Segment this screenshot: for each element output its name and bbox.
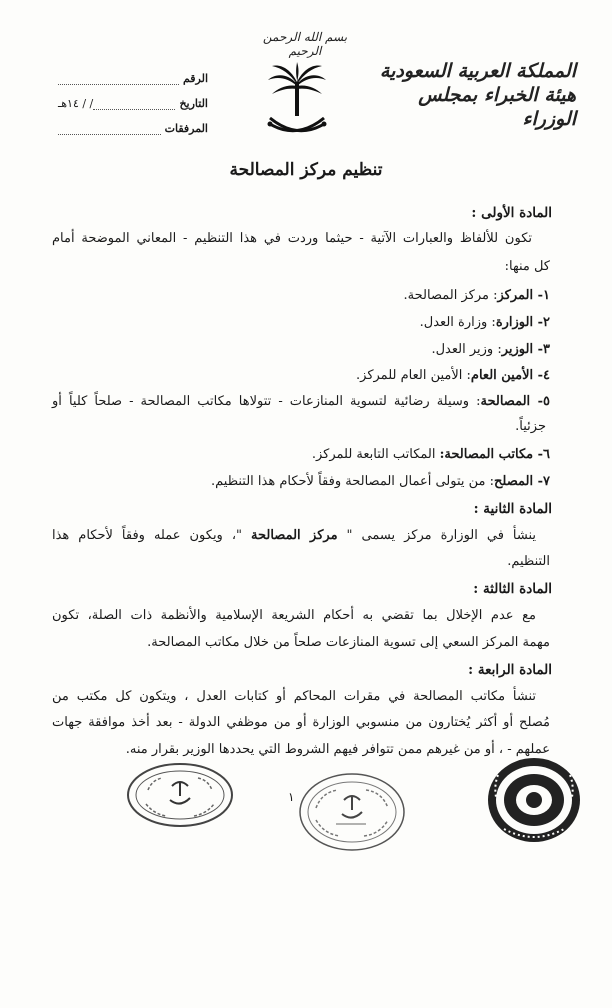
kingdom-name: المملكة العربية السعودية — [379, 60, 576, 82]
article-1-intro-line-1: تكون للألفاظ والعبارات الآتية - حيثما وردت في هذا التنظيم - المعاني الموضحة أمام — [52, 231, 532, 246]
page-number: ١ — [288, 790, 295, 804]
definition-3-term: ٣- الوزير — [501, 342, 550, 357]
date-label: التاريخ — [179, 97, 208, 110]
article-3-line-2: مهمة المركز السعي إلى تسوية المنازعات صلحاً من خلال مكاتب المصالحة. — [147, 635, 550, 650]
attachments-line — [58, 122, 161, 135]
saudi-emblem-icon — [262, 62, 332, 146]
definition-5-continued: جزئياً. — [515, 419, 546, 434]
definition-7-term: ٧- المصلح — [494, 474, 550, 489]
definition-1 — [404, 287, 550, 305]
article-4-line-1: تنشأ مكاتب المصالحة في مقرات المحاكم أو كتابات العدل ، ويتكون كل مكتب من — [52, 689, 536, 704]
article-4-line-3: عملهم - ، أو من غيرهم ممن تتوافر فيهم الشروط التي يحددها الوزير بقرار منه. — [125, 742, 550, 757]
definition-5 — [52, 393, 550, 411]
article-2-text-a: ينشأ في الوزارة مركز يسمى " — [337, 528, 537, 543]
article-1-heading: المادة الأولى : — [471, 205, 552, 221]
date-row — [58, 85, 208, 110]
article-2-text-b: "، ويكون عمله وفقاً لأحكام هذا — [52, 528, 252, 543]
directorate-stamp-icon — [296, 770, 408, 854]
definition-2-text: : وزارة العدل. — [419, 315, 496, 330]
definition-7-text: : من يتولى أعمال المصالحة وفقاً لأحكام هذا التنظيم. — [210, 474, 495, 489]
definition-7 — [211, 473, 550, 491]
reference-label: الرقم — [182, 72, 208, 85]
definition-6 — [312, 446, 550, 464]
date-line — [93, 97, 175, 110]
official-seal-icon — [484, 755, 584, 845]
definition-6-text: المكاتب التابعة للمركز. — [311, 447, 440, 462]
article-2-heading: المادة الثانية : — [473, 501, 552, 517]
definition-3 — [431, 341, 550, 359]
basmala: بسم الله الرحمن الرحيم — [262, 30, 348, 58]
article-3-heading: المادة الثالثة : — [473, 581, 552, 597]
letterhead — [366, 60, 576, 131]
document-title: تنظيم مركز المصالحة — [229, 160, 383, 180]
definition-3-text: : وزير العدل. — [431, 342, 502, 357]
definition-1-term: ١- المركز — [497, 288, 550, 303]
definition-5-text: : وسيلة رضائية لتسوية المنازعات - تتولاها مكاتب المصالحة - صلحاً كلياً أو — [52, 394, 481, 409]
article-4-line-2: مُصلح أو أكثر يُختارون من منسوبي الوزارة أو من موظفي الدولة - بعد أخذ موافقة جهات — [52, 715, 550, 730]
reference-line — [58, 72, 179, 85]
reference-block — [58, 60, 208, 135]
definition-4-text: : الأمين العام للمركز. — [356, 368, 471, 383]
attachments-row — [58, 110, 208, 135]
definition-2-term: ٢- الوزارة — [495, 315, 550, 330]
reference-row — [58, 60, 208, 85]
article-4-heading: المادة الرابعة : — [468, 662, 552, 678]
article-2-line-1 — [52, 527, 536, 545]
definition-4 — [356, 367, 550, 385]
definition-6-term: ٦- مكاتب المصالحة: — [439, 447, 550, 462]
article-2-line-2: التنظيم. — [507, 554, 550, 569]
definition-5-term: ٥- المصالحة — [480, 394, 550, 409]
article-1-intro-line-2: كل منها: — [504, 259, 550, 274]
definition-4-term: ٤- الأمين العام — [470, 368, 550, 383]
date-value: / / ١٤هـ — [58, 97, 94, 110]
attachments-label: المرفقات — [164, 122, 208, 135]
authority-stamp-icon — [124, 760, 236, 830]
definition-2 — [420, 314, 550, 332]
center-name: مركز المصالحة — [251, 528, 338, 543]
authority-name: هيئة الخبراء بمجلس الوزراء — [418, 83, 576, 130]
article-3-line-1: مع عدم الإخلال بما تقضي به أحكام الشريعة الإسلامية والأنظمة ذات الصلة، تكون — [52, 608, 536, 623]
definition-1-text: : مركز المصالحة. — [403, 288, 498, 303]
